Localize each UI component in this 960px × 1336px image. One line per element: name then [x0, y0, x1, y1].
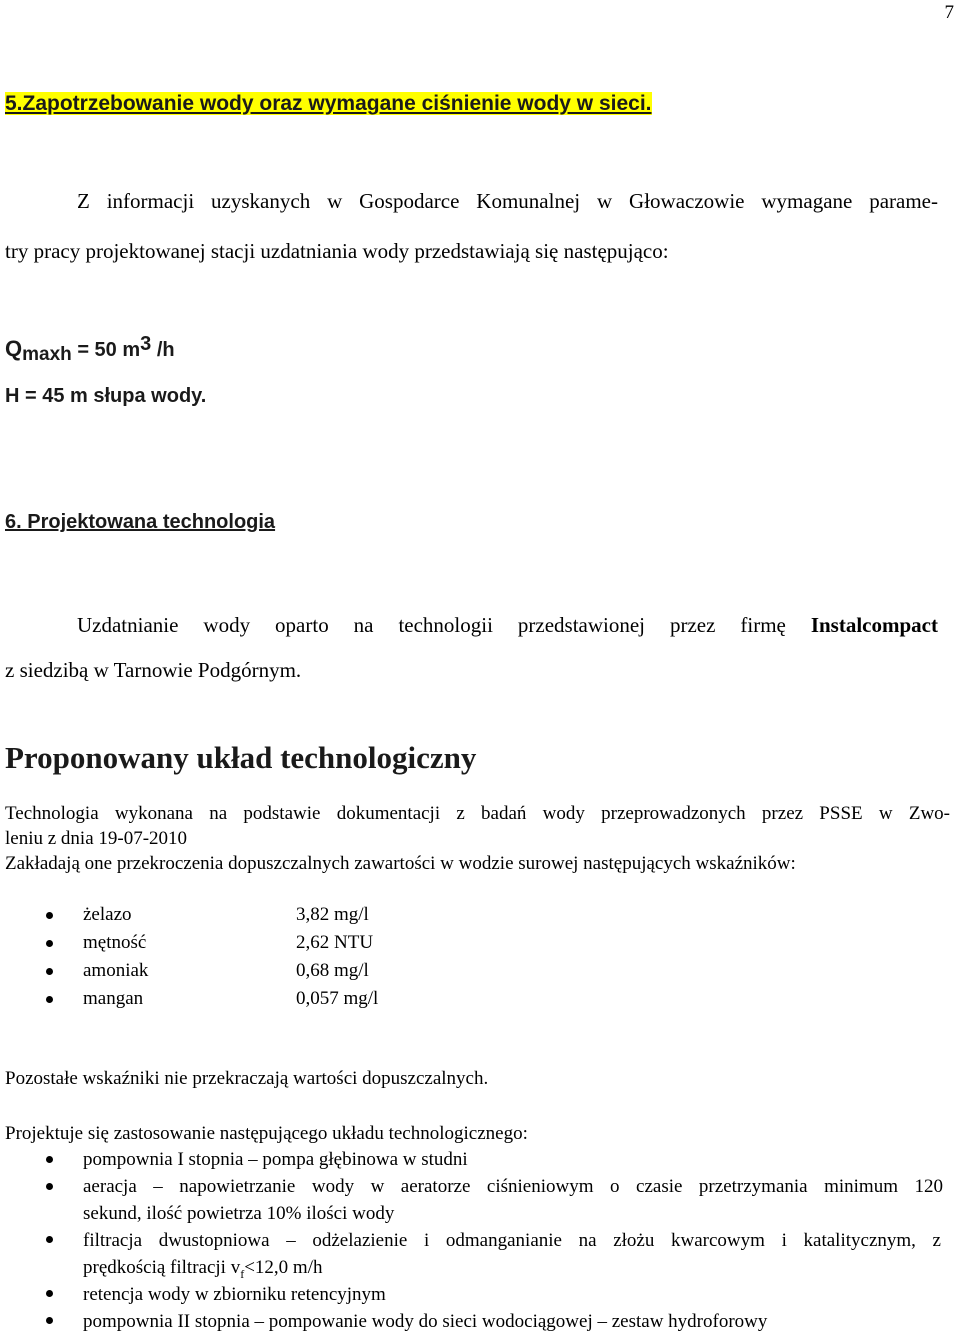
step-pompownia-1: pompownia I stopnia – pompa głębinowa w studni	[83, 1149, 468, 1170]
q-subscript: maxh	[22, 344, 72, 365]
indicator-value: 0,057 mg/l	[296, 988, 379, 1009]
indicator-name: żelazo	[83, 904, 132, 925]
h-formula: H = 45 m słupa wody.	[5, 385, 207, 407]
filtration-speed-label: prędkością filtracji v	[83, 1257, 241, 1278]
intro-line-2: leniu z dnia 19-07-2010	[5, 828, 188, 849]
step-pompownia-2: pompownia II stopnia – pompowanie wody do sieci wodociągowej – zestaw hydroforowy	[83, 1311, 768, 1332]
indicator-value: 2,62 NTU	[296, 932, 374, 953]
bullet-icon	[46, 1156, 53, 1163]
q-unit: /h	[151, 339, 175, 361]
q-symbol: Q	[5, 336, 23, 361]
indicator-value: 0,68 mg/l	[296, 960, 369, 981]
bullet-icon	[46, 912, 53, 919]
bullet-icon	[46, 1317, 53, 1324]
section-5-paragraph-line-1: Z informacji uzyskanych w Gospodarce Komunalnej w Głowaczowie wymagane parame-	[77, 189, 938, 213]
remaining-indicators-note: Pozostałe wskaźniki nie przekraczają wartości dopuszczalnych.	[5, 1068, 489, 1089]
section-5-heading-text: 5.Zapotrzebowanie wody oraz wymagane ciśnienie wody w sieci.	[5, 92, 652, 115]
section-5-heading	[5, 92, 652, 116]
indicator-name: mętność	[83, 932, 147, 953]
bullet-icon	[46, 1183, 53, 1190]
page-number: 7	[944, 2, 954, 23]
bullet-icon	[46, 1290, 53, 1297]
company-name: Instalcompact	[810, 613, 938, 637]
bullet-icon	[46, 1236, 53, 1243]
q-exponent: 3	[140, 333, 152, 355]
section-5-paragraph-line-2: try pracy projektowanej stacji uzdatniania wody przedstawiają się następująco:	[5, 239, 669, 263]
indicator-name: mangan	[83, 988, 144, 1009]
intro-line-3: Zakładają one przekroczenia dopuszczalnych zawartości w wodzie surowej następujących wskaźników:	[5, 853, 796, 874]
bullet-icon	[46, 968, 53, 975]
section-6-text: Uzdatnianie wody oparto na technologii przedstawionej przez firmę	[77, 613, 786, 637]
filtration-subscript: f	[240, 1266, 245, 1281]
step-aeracja-line-1: aeracja – napowietrzanie wody w aeratorze ciśnieniowym o czasie przetrzymania minimum 120	[83, 1176, 943, 1197]
layout-heading: Proponowany układ technologiczny	[5, 740, 477, 775]
step-retencja: retencja wody w zbiorniku retencyjnym	[83, 1284, 386, 1305]
section-6-paragraph-line-1	[77, 610, 938, 640]
step-filtracja-line-1: filtracja dwustopniowa – odżelazienie i odmanganianie na złożu kwarcowym i katalitycznym, z	[83, 1230, 941, 1251]
section-6-heading: 6. Projektowana technologia	[5, 511, 276, 533]
q-value: = 50 m	[71, 339, 141, 361]
section-6-paragraph-line-2: z siedzibą w Tarnowie Podgórnym.	[5, 658, 302, 682]
filtration-speed-value: <12,0 m/h	[244, 1257, 323, 1278]
step-aeracja-line-2: sekund, ilość powietrza 10% ilości wody	[83, 1203, 395, 1224]
design-intro: Projektuje się zastosowanie następującego układu technologicznego:	[5, 1123, 528, 1144]
indicator-value: 3,82 mg/l	[296, 904, 369, 925]
bullet-icon	[46, 940, 53, 947]
q-max-formula	[5, 333, 175, 366]
intro-line-1: Technologia wykonana na podstawie dokumentacji z badań wody przeprowadzonych przez PSSE w Zwo-	[5, 803, 950, 824]
indicator-name: amoniak	[83, 960, 149, 981]
bullet-icon	[46, 996, 53, 1003]
